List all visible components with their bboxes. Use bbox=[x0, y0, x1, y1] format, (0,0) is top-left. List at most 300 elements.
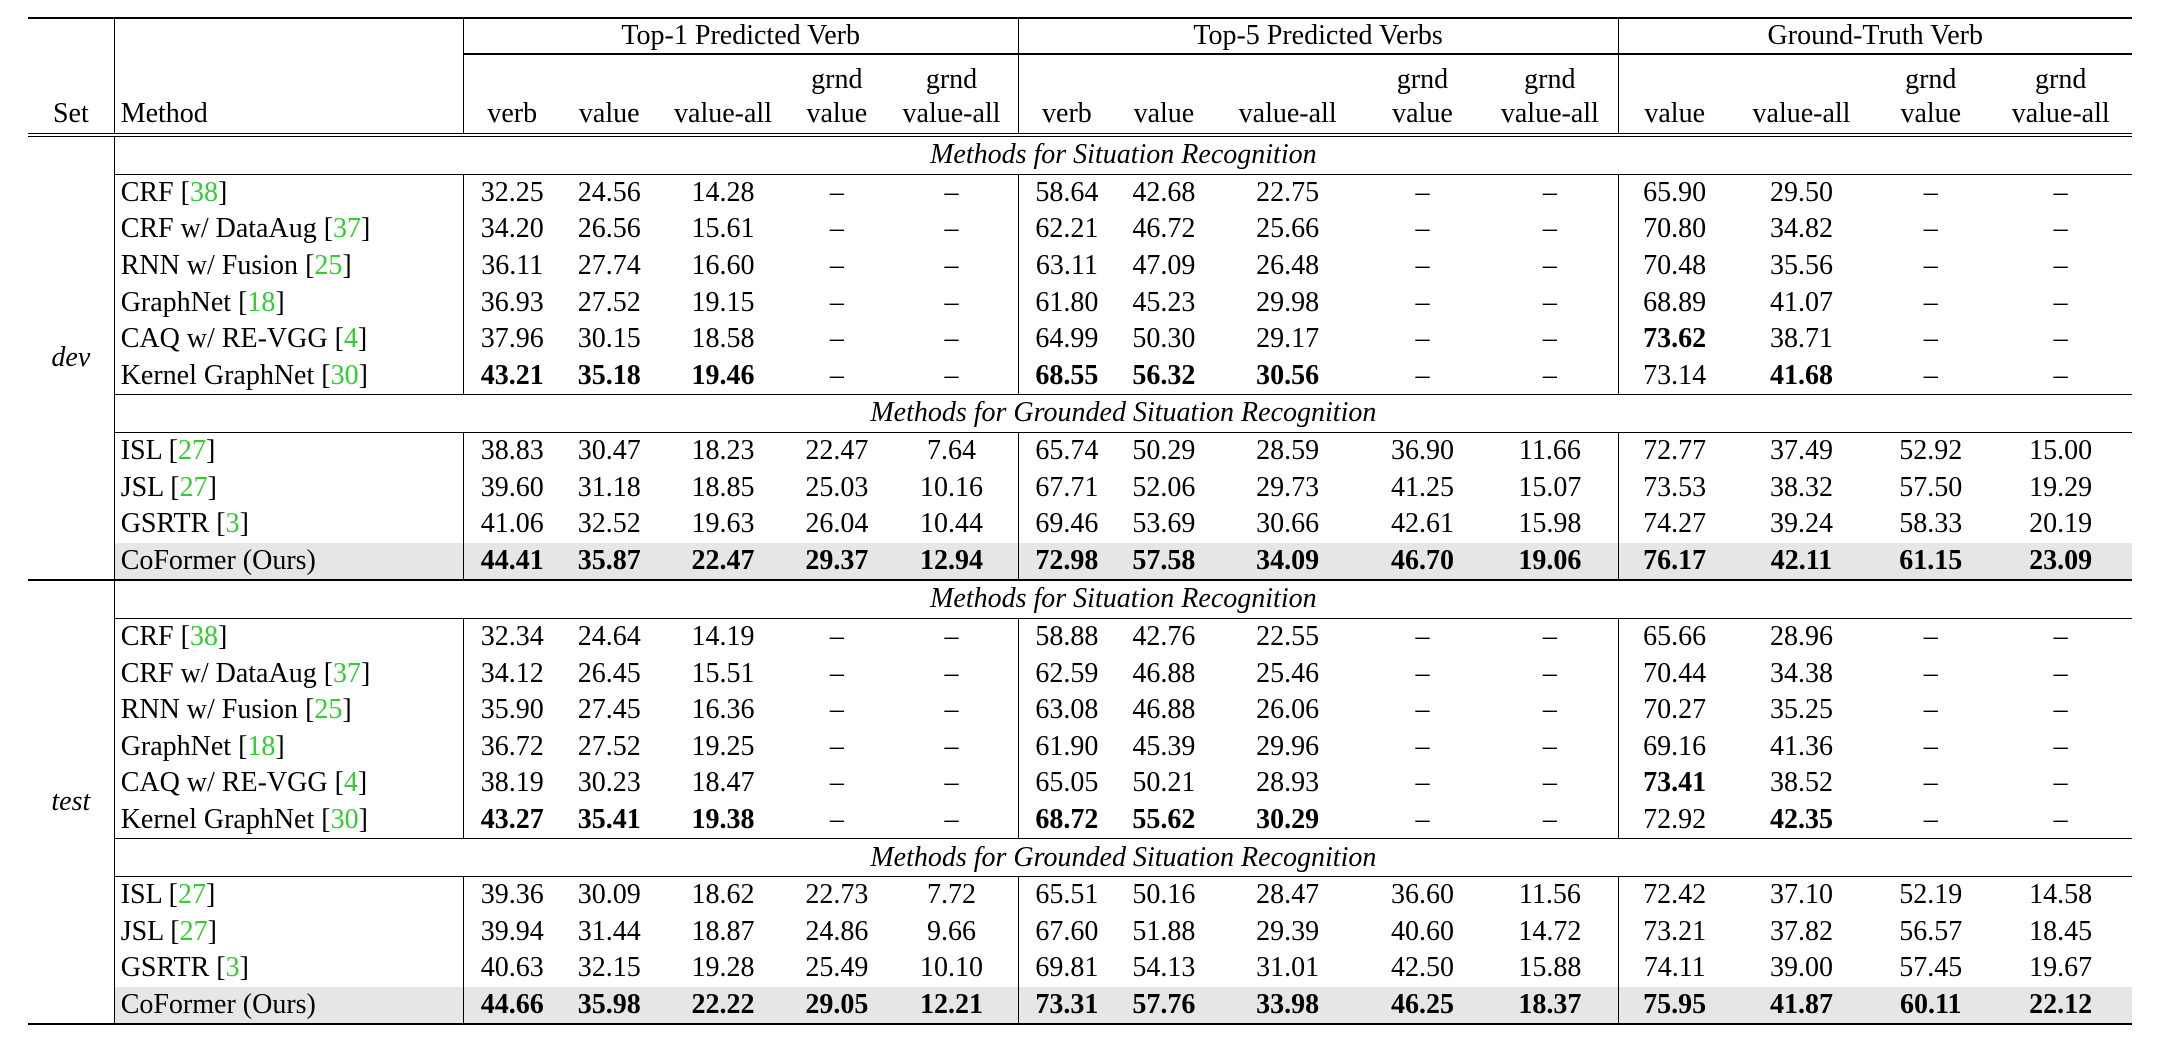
value-cell: 26.48 bbox=[1256, 250, 1320, 282]
table-row bbox=[28, 469, 2132, 506]
value-cell: 35.56 bbox=[1769, 250, 1833, 282]
method-label: CoFormer (Ours) bbox=[120, 544, 316, 576]
column-header-line1 bbox=[1737, 63, 1866, 97]
value-cell: – bbox=[1482, 358, 1618, 395]
value-cell: – bbox=[1923, 359, 1938, 391]
value-cell: 35.25 bbox=[1769, 694, 1833, 726]
column-header-line2: verb bbox=[1042, 98, 1092, 129]
value-cell: 39.00 bbox=[1769, 952, 1833, 984]
table-row bbox=[28, 765, 2132, 802]
method-label: RNN w/ Fusion bbox=[120, 694, 306, 726]
column-header-line1: grnd bbox=[1905, 64, 1957, 95]
column-header-line1 bbox=[1025, 63, 1110, 97]
value-cell: 70.80 bbox=[1643, 213, 1707, 245]
set-column-header: Set bbox=[28, 54, 114, 135]
value-cell: 46.70 bbox=[1363, 543, 1482, 581]
value-cell: 22.47 bbox=[805, 435, 869, 467]
value-cell: 35.90 bbox=[480, 694, 544, 726]
value-cell: 19.25 bbox=[691, 730, 755, 762]
value-cell: 73.31 bbox=[1018, 987, 1115, 1025]
value-cell: 7.64 bbox=[885, 432, 1018, 469]
column-header-line2: value bbox=[1900, 98, 1962, 129]
value-cell: 26.45 bbox=[577, 657, 641, 689]
column-header-line1: grnd bbox=[811, 64, 863, 95]
method-label: GSRTR bbox=[120, 508, 217, 540]
value-cell: 43.21 bbox=[480, 359, 544, 391]
citation-link[interactable]: 25 bbox=[314, 250, 343, 282]
value-cell: 12.94 bbox=[885, 543, 1018, 581]
value-cell: 35.41 bbox=[577, 803, 641, 835]
value-cell: 14.58 bbox=[2029, 879, 2093, 911]
citation-link[interactable]: 38 bbox=[189, 176, 218, 208]
value-cell: 70.48 bbox=[1643, 250, 1707, 282]
citation-link[interactable]: 4 bbox=[343, 767, 358, 799]
value-cell: 24.64 bbox=[577, 621, 641, 653]
column-header bbox=[1115, 54, 1212, 135]
value-cell: 45.23 bbox=[1132, 286, 1196, 318]
value-cell: 50.29 bbox=[1132, 435, 1196, 467]
method-name: ISL [27] bbox=[114, 876, 463, 913]
citation-link[interactable]: 18 bbox=[247, 730, 276, 762]
value-cell: 30.66 bbox=[1256, 508, 1320, 540]
value-cell: – bbox=[1923, 767, 1938, 799]
value-cell: 52.19 bbox=[1899, 879, 1963, 911]
value-cell: – bbox=[1482, 692, 1618, 729]
value-cell: 37.96 bbox=[480, 323, 544, 355]
citation-link[interactable]: 37 bbox=[333, 657, 362, 689]
value-cell: 73.53 bbox=[1643, 471, 1707, 503]
value-cell: 43.27 bbox=[480, 803, 544, 835]
value-cell: 69.16 bbox=[1643, 730, 1707, 762]
value-cell: – bbox=[1923, 730, 1938, 762]
value-cell: – bbox=[1415, 657, 1430, 689]
value-cell: 25.46 bbox=[1256, 657, 1320, 689]
value-cell: 18.87 bbox=[691, 915, 755, 947]
citation-link[interactable]: 27 bbox=[179, 915, 208, 947]
citation-link[interactable]: 27 bbox=[179, 471, 208, 503]
value-cell: 24.56 bbox=[577, 176, 641, 208]
method-name: GraphNet [18] bbox=[114, 729, 463, 766]
method-name: GSRTR [3] bbox=[114, 506, 463, 543]
method-name: Kernel GraphNet [30] bbox=[114, 358, 463, 395]
table-row bbox=[28, 802, 2132, 839]
method-name: ISL [27] bbox=[114, 432, 463, 469]
value-cell: 35.98 bbox=[561, 987, 658, 1025]
value-cell: 74.27 bbox=[1643, 508, 1707, 540]
method-label: RNN w/ Fusion bbox=[120, 250, 306, 282]
table-row bbox=[28, 284, 2132, 321]
citation-link[interactable]: 4 bbox=[343, 323, 358, 355]
value-cell: – bbox=[1482, 655, 1618, 692]
value-cell: 52.06 bbox=[1132, 471, 1196, 503]
method-label: JSL bbox=[120, 471, 171, 503]
value-cell: – bbox=[1415, 176, 1430, 208]
value-cell: 18.58 bbox=[691, 323, 755, 355]
value-cell: 16.60 bbox=[691, 250, 755, 282]
value-cell: – bbox=[2053, 803, 2068, 835]
value-cell: 10.16 bbox=[885, 469, 1018, 506]
value-cell: 38.52 bbox=[1769, 767, 1833, 799]
value-cell: 73.41 bbox=[1643, 767, 1707, 799]
value-cell: 41.06 bbox=[480, 508, 544, 540]
value-cell: – bbox=[885, 618, 1018, 655]
value-cell: 62.21 bbox=[1035, 213, 1099, 245]
value-cell: – bbox=[885, 692, 1018, 729]
value-cell: 15.07 bbox=[1482, 469, 1618, 506]
value-cell: 22.73 bbox=[805, 879, 869, 911]
value-cell: 15.00 bbox=[2029, 435, 2093, 467]
value-cell: – bbox=[2053, 323, 2068, 355]
table-row bbox=[28, 987, 2132, 1025]
value-cell: 15.61 bbox=[691, 213, 755, 245]
column-header bbox=[1618, 54, 1731, 135]
value-cell: 25.49 bbox=[805, 952, 869, 984]
value-cell: 36.11 bbox=[481, 250, 544, 282]
table-row bbox=[28, 618, 2132, 655]
column-header-line1 bbox=[567, 63, 652, 97]
method-label: GSRTR bbox=[120, 952, 217, 984]
column-header bbox=[1989, 54, 2132, 135]
value-cell: 25.66 bbox=[1256, 213, 1320, 245]
value-cell: 22.12 bbox=[1989, 987, 2132, 1025]
method-label: GraphNet bbox=[120, 286, 239, 318]
value-cell: 42.11 bbox=[1731, 543, 1872, 581]
value-cell: 18.85 bbox=[691, 471, 755, 503]
value-cell: – bbox=[829, 359, 844, 391]
column-header bbox=[788, 54, 885, 135]
value-cell: – bbox=[829, 250, 844, 282]
value-cell: 50.30 bbox=[1132, 323, 1196, 355]
value-cell: – bbox=[1923, 250, 1938, 282]
value-cell: 23.09 bbox=[1989, 543, 2132, 581]
value-cell: 38.83 bbox=[480, 435, 544, 467]
value-cell: 44.41 bbox=[463, 543, 560, 581]
table-row bbox=[28, 211, 2132, 248]
value-cell: 22.47 bbox=[658, 543, 788, 581]
results-table-container bbox=[28, 17, 2132, 1025]
value-cell: 63.11 bbox=[1035, 250, 1098, 282]
value-cell: – bbox=[2053, 250, 2068, 282]
value-cell: 37.49 bbox=[1769, 435, 1833, 467]
column-header-line2: value-all bbox=[902, 98, 1001, 129]
value-cell: – bbox=[885, 211, 1018, 248]
value-cell: 26.04 bbox=[805, 508, 869, 540]
value-cell: 30.15 bbox=[577, 323, 641, 355]
citation-link[interactable]: 37 bbox=[333, 213, 362, 245]
value-cell: 73.14 bbox=[1643, 359, 1707, 391]
value-cell: – bbox=[1415, 730, 1430, 762]
value-cell: 40.60 bbox=[1390, 915, 1454, 947]
value-cell: – bbox=[1415, 767, 1430, 799]
section-header-situation-recognition: Methods for Situation Recognition bbox=[114, 580, 2132, 618]
value-cell: 39.24 bbox=[1769, 508, 1833, 540]
value-cell: – bbox=[1482, 765, 1618, 802]
value-cell: – bbox=[1923, 323, 1938, 355]
method-label: CAQ w/ RE-VGG bbox=[120, 323, 335, 355]
value-cell: 18.62 bbox=[691, 879, 755, 911]
value-cell: 19.29 bbox=[2029, 471, 2093, 503]
column-header-line2: value-all bbox=[1500, 98, 1599, 129]
value-cell: 31.01 bbox=[1256, 952, 1320, 984]
value-cell: 72.92 bbox=[1643, 803, 1707, 835]
group-header-ground-truth: Ground-Truth Verb bbox=[1618, 18, 2132, 54]
value-cell: 32.15 bbox=[577, 952, 641, 984]
value-cell: 18.23 bbox=[691, 435, 755, 467]
value-cell: 41.25 bbox=[1390, 471, 1454, 503]
value-cell: 18.47 bbox=[691, 767, 755, 799]
method-name: CAQ w/ RE-VGG [4] bbox=[114, 765, 463, 802]
citation-link[interactable]: 18 bbox=[247, 286, 276, 318]
method-name: CAQ w/ RE-VGG [4] bbox=[114, 321, 463, 358]
column-header-line1: grnd bbox=[925, 64, 978, 95]
value-cell: 19.46 bbox=[691, 359, 755, 391]
table-row bbox=[28, 358, 2132, 395]
citation-link[interactable]: 30 bbox=[330, 803, 359, 835]
column-header-line2: value bbox=[1392, 98, 1453, 129]
value-cell: 25.03 bbox=[805, 471, 869, 503]
value-cell: 32.25 bbox=[480, 176, 544, 208]
table-row bbox=[28, 950, 2132, 987]
value-cell: – bbox=[885, 174, 1018, 211]
value-cell: 70.44 bbox=[1643, 657, 1707, 689]
value-cell: 44.66 bbox=[463, 987, 560, 1025]
value-cell: 47.09 bbox=[1132, 250, 1196, 282]
column-header bbox=[1872, 54, 1989, 135]
value-cell: 58.88 bbox=[1035, 621, 1099, 653]
method-label: CRF w/ DataAug bbox=[120, 657, 324, 689]
value-cell: 29.17 bbox=[1256, 323, 1320, 355]
column-header-line2: value bbox=[1133, 98, 1195, 129]
value-cell: 65.05 bbox=[1035, 767, 1099, 799]
column-header-line1 bbox=[1219, 63, 1357, 97]
value-cell: – bbox=[1923, 213, 1938, 245]
value-cell: – bbox=[2053, 359, 2068, 391]
value-cell: 39.94 bbox=[480, 915, 544, 947]
value-cell: – bbox=[2053, 213, 2068, 245]
value-cell: – bbox=[829, 730, 844, 762]
results-table bbox=[28, 17, 2132, 1025]
value-cell: 42.76 bbox=[1132, 621, 1196, 653]
set-label-test: test bbox=[28, 580, 114, 1024]
value-cell: 22.22 bbox=[658, 987, 788, 1025]
value-cell: 56.32 bbox=[1132, 359, 1196, 391]
value-cell: 58.64 bbox=[1035, 176, 1099, 208]
value-cell: – bbox=[1923, 176, 1938, 208]
value-cell: 37.82 bbox=[1769, 915, 1833, 947]
value-cell: 31.44 bbox=[577, 915, 641, 947]
value-cell: 75.95 bbox=[1618, 987, 1731, 1025]
citation-link[interactable]: 3 bbox=[225, 508, 240, 540]
method-label: JSL bbox=[120, 915, 171, 947]
value-cell: 39.36 bbox=[480, 879, 544, 911]
value-cell: 30.29 bbox=[1256, 803, 1320, 835]
value-cell: 57.45 bbox=[1899, 952, 1963, 984]
value-cell: – bbox=[829, 803, 844, 835]
column-header-line2: verb bbox=[487, 98, 538, 129]
table-row bbox=[28, 876, 2132, 913]
value-cell: – bbox=[1482, 284, 1618, 321]
column-header bbox=[658, 54, 788, 135]
citation-link[interactable]: 38 bbox=[189, 621, 218, 653]
value-cell: 45.39 bbox=[1132, 730, 1196, 762]
table-row bbox=[28, 913, 2132, 950]
value-cell: 51.88 bbox=[1132, 915, 1196, 947]
value-cell: – bbox=[829, 176, 844, 208]
value-cell: – bbox=[1923, 286, 1938, 318]
value-cell: – bbox=[829, 657, 844, 689]
value-cell: 42.61 bbox=[1390, 508, 1454, 540]
value-cell: 54.13 bbox=[1132, 952, 1196, 984]
value-cell: 28.96 bbox=[1769, 621, 1833, 653]
column-header bbox=[463, 54, 560, 135]
method-name: RNN w/ Fusion [25] bbox=[114, 248, 463, 285]
section-header-grounded-situation-recognition: Methods for Grounded Situation Recognition bbox=[114, 395, 2132, 433]
value-cell: 46.88 bbox=[1132, 657, 1196, 689]
value-cell: 72.98 bbox=[1018, 543, 1115, 581]
value-cell: 18.37 bbox=[1482, 987, 1618, 1025]
value-cell: – bbox=[829, 213, 844, 245]
value-cell: 34.82 bbox=[1769, 213, 1833, 245]
citation-link[interactable]: 27 bbox=[177, 435, 206, 467]
method-label: Kernel GraphNet bbox=[120, 803, 322, 835]
value-cell: 73.21 bbox=[1643, 915, 1707, 947]
value-cell: 36.60 bbox=[1390, 879, 1454, 911]
value-cell: 32.34 bbox=[480, 621, 544, 653]
value-cell: – bbox=[1415, 621, 1430, 653]
section-header-situation-recognition: Methods for Situation Recognition bbox=[114, 135, 2132, 174]
value-cell: 42.68 bbox=[1132, 176, 1196, 208]
value-cell: 27.52 bbox=[577, 730, 641, 762]
method-name: CRF w/ DataAug [37] bbox=[114, 655, 463, 692]
method-name: GSRTR [3] bbox=[114, 950, 463, 987]
table-row bbox=[28, 655, 2132, 692]
value-cell: 65.90 bbox=[1643, 176, 1707, 208]
column-header-line2: value bbox=[806, 98, 868, 129]
value-cell: 36.93 bbox=[480, 286, 544, 318]
column-header-line1: grnd bbox=[2035, 64, 2087, 95]
value-cell: 24.86 bbox=[805, 915, 869, 947]
value-cell: 72.77 bbox=[1643, 435, 1707, 467]
value-cell: 14.72 bbox=[1482, 913, 1618, 950]
method-name: GraphNet [18] bbox=[114, 284, 463, 321]
method-name: JSL [27] bbox=[114, 913, 463, 950]
value-cell: – bbox=[885, 321, 1018, 358]
column-header-line2: value-all bbox=[1238, 98, 1337, 129]
value-cell: 16.36 bbox=[691, 694, 755, 726]
method-name: Kernel GraphNet [30] bbox=[114, 802, 463, 839]
column-header-line2: value bbox=[578, 98, 640, 129]
value-cell: – bbox=[1482, 618, 1618, 655]
value-cell: 22.55 bbox=[1256, 621, 1320, 653]
value-cell: 33.98 bbox=[1213, 987, 1363, 1025]
value-cell: 12.21 bbox=[885, 987, 1018, 1025]
value-cell: – bbox=[1482, 248, 1618, 285]
value-cell: 10.44 bbox=[885, 506, 1018, 543]
value-cell: 19.38 bbox=[691, 803, 755, 835]
value-cell: 29.50 bbox=[1769, 176, 1833, 208]
value-cell: – bbox=[1415, 250, 1430, 282]
value-cell: 38.32 bbox=[1769, 471, 1833, 503]
value-cell: 70.27 bbox=[1643, 694, 1707, 726]
table-row bbox=[28, 321, 2132, 358]
method-name: CRF w/ DataAug [37] bbox=[114, 211, 463, 248]
value-cell: 57.50 bbox=[1899, 471, 1963, 503]
method-label: ISL bbox=[120, 879, 169, 911]
method-column-header: Method bbox=[114, 54, 463, 135]
value-cell: 28.59 bbox=[1256, 435, 1320, 467]
value-cell: 52.92 bbox=[1899, 435, 1963, 467]
section-header-grounded-situation-recognition: Methods for Grounded Situation Recognition bbox=[114, 839, 2132, 877]
column-header bbox=[1213, 54, 1363, 135]
method-name bbox=[114, 987, 463, 1025]
column-header-line1 bbox=[1121, 63, 1206, 97]
value-cell: 34.09 bbox=[1213, 543, 1363, 581]
citation-link[interactable]: 30 bbox=[330, 359, 359, 391]
value-cell: 65.74 bbox=[1035, 435, 1099, 467]
value-cell: 27.45 bbox=[577, 694, 641, 726]
group-header-top5: Top-5 Predicted Verbs bbox=[1018, 18, 1618, 54]
value-cell: – bbox=[885, 655, 1018, 692]
header-corner-method bbox=[114, 18, 463, 54]
method-label: CoFormer (Ours) bbox=[120, 988, 316, 1020]
method-label: CRF bbox=[120, 176, 181, 208]
citation-link[interactable]: 3 bbox=[225, 952, 240, 984]
value-cell: 20.19 bbox=[2029, 508, 2093, 540]
value-cell: 72.42 bbox=[1643, 879, 1707, 911]
value-cell: – bbox=[2053, 621, 2068, 653]
value-cell: 29.73 bbox=[1256, 471, 1320, 503]
column-header-line2: value bbox=[1644, 98, 1705, 129]
value-cell: 61.90 bbox=[1035, 730, 1099, 762]
citation-link[interactable]: 27 bbox=[177, 879, 206, 911]
column-header-line2: value-all bbox=[2011, 98, 2110, 129]
citation-link[interactable]: 25 bbox=[314, 694, 343, 726]
value-cell: 31.18 bbox=[577, 471, 641, 503]
value-cell: 60.11 bbox=[1872, 987, 1989, 1025]
value-cell: 26.06 bbox=[1256, 694, 1320, 726]
table-row bbox=[28, 248, 2132, 285]
value-cell: 34.20 bbox=[480, 213, 544, 245]
value-cell: 35.87 bbox=[561, 543, 658, 581]
value-cell: – bbox=[1482, 321, 1618, 358]
value-cell: 50.16 bbox=[1132, 879, 1196, 911]
value-cell: 37.10 bbox=[1769, 879, 1833, 911]
value-cell: 55.62 bbox=[1132, 803, 1196, 835]
value-cell: 64.99 bbox=[1035, 323, 1099, 355]
value-cell: 74.11 bbox=[1643, 952, 1706, 984]
value-cell: 57.58 bbox=[1115, 543, 1212, 581]
value-cell: 53.69 bbox=[1132, 508, 1196, 540]
value-cell: 18.45 bbox=[2029, 915, 2093, 947]
value-cell: 9.66 bbox=[885, 913, 1018, 950]
value-cell: 46.72 bbox=[1132, 213, 1196, 245]
value-cell: 61.15 bbox=[1872, 543, 1989, 581]
value-cell: 19.15 bbox=[691, 286, 755, 318]
value-cell: 36.90 bbox=[1390, 435, 1454, 467]
value-cell: 46.88 bbox=[1132, 694, 1196, 726]
value-cell: 11.56 bbox=[1482, 876, 1618, 913]
value-cell: – bbox=[829, 767, 844, 799]
method-name: CRF [38] bbox=[114, 174, 463, 211]
column-header bbox=[561, 54, 658, 135]
method-name bbox=[114, 543, 463, 581]
value-cell: 11.66 bbox=[1482, 432, 1618, 469]
value-cell: 27.52 bbox=[577, 286, 641, 318]
method-label: CAQ w/ RE-VGG bbox=[120, 767, 335, 799]
value-cell: – bbox=[885, 284, 1018, 321]
value-cell: 28.47 bbox=[1256, 879, 1320, 911]
method-label: GraphNet bbox=[120, 730, 239, 762]
